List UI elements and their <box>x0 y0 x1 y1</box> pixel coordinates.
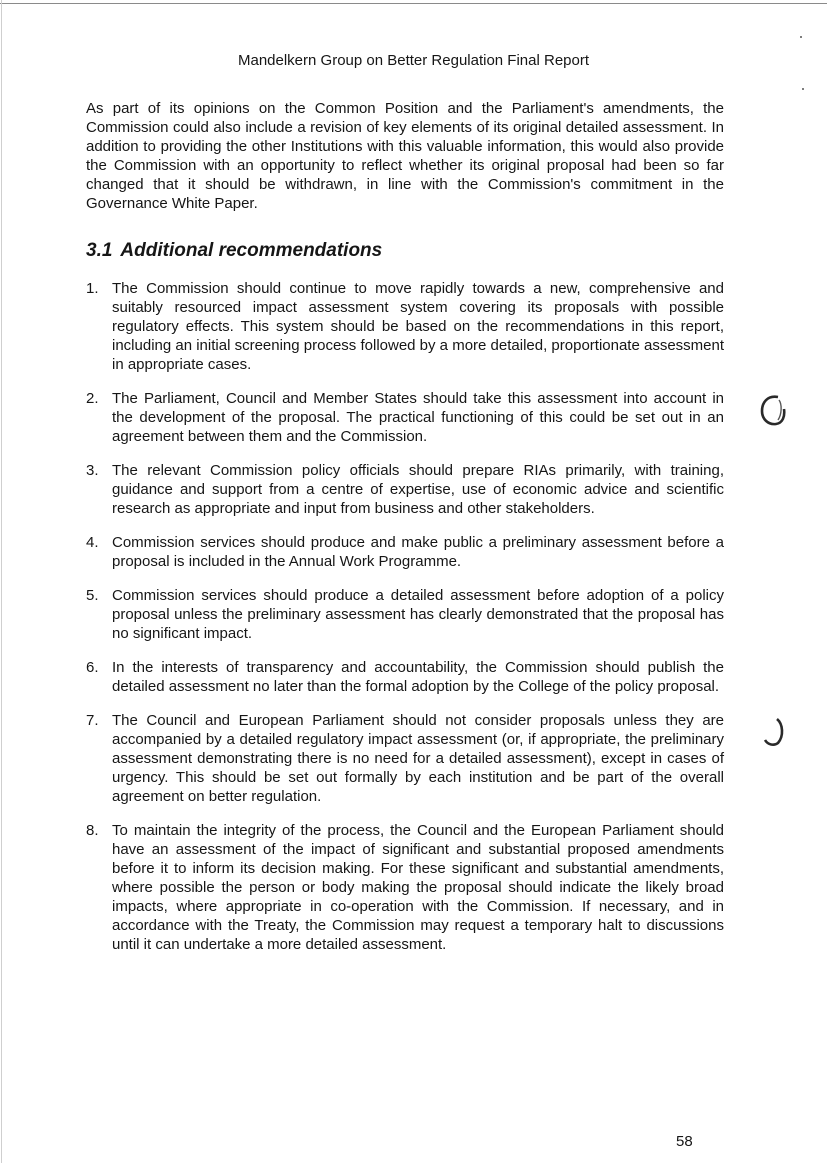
running-header: Mandelkern Group on Better Regulation Final Report <box>237 52 590 69</box>
binder-hole-icon <box>760 716 788 748</box>
item-number: 3. <box>86 462 99 479</box>
item-text: In the interests of transparency and accountability, the Commission should publish the detailed assessment no later than the formal adoption by the College of the policy proposal. <box>112 659 724 695</box>
scan-speck <box>802 88 804 90</box>
item-text: Commission services should produce a detailed assessment before adoption of a policy proposal unless the preliminary assessment has clearly demonstrated that the proposal has no significant impact. <box>112 587 724 642</box>
scan-speck <box>800 36 802 38</box>
section-title: Additional recommendations <box>120 240 383 261</box>
page-body <box>86 99 724 969</box>
item-text: The Parliament, Council and Member States should take this assessment into account in the development of the proposal. The practical functioning of this could be set out in an agreement between them and the Commission. <box>112 390 724 445</box>
list-item <box>86 711 724 806</box>
item-number: 5. <box>86 587 99 604</box>
item-number: 6. <box>86 659 99 676</box>
list-item <box>86 279 724 374</box>
item-text: Commission services should produce and make public a preliminary assessment before a proposal is included in the Annual Work Programme. <box>112 534 724 570</box>
item-number: 7. <box>86 712 99 729</box>
list-item <box>86 533 724 571</box>
item-number: 4. <box>86 534 99 551</box>
section-number: 3.1 <box>86 240 113 261</box>
item-text: The Council and European Parliament should not consider proposals unless they are accompanied by a detailed regulatory impact assessment (or, if appropriate, the preliminary assessment demonstrating there is no need for a detailed assessment), except in cases of urgency. This should be set out formally by each institution and be part of the overall agreement on better regulation. <box>112 712 724 805</box>
item-number: 1. <box>86 280 99 297</box>
scan-left-edge <box>1 0 2 1163</box>
section-heading <box>86 239 724 263</box>
list-item <box>86 586 724 643</box>
binder-hole-icon <box>758 394 788 428</box>
list-item <box>86 821 724 954</box>
recommendations-list <box>86 279 724 954</box>
item-text: To maintain the integrity of the process, the Council and the European Parliament should have an assessment of the impact of significant and substantial proposed amendments before it to inform its decision making. For these significant and substantial amendments, where possible the person or body making the proposal should indicate the likely broad impacts, where appropriate in co-operation with the Commission. If necessary, and in accordance with the Treaty, the Commission may request a temporary halt to discussions until it can undertake a more detailed assessment. <box>112 822 724 953</box>
item-text: The relevant Commission policy officials should prepare RIAs primarily, with training, guidance and support from a centre of expertise, use of economic advice and scientific research as appropriate and input from business and other stakeholders. <box>112 462 724 517</box>
list-item <box>86 461 724 518</box>
list-item <box>86 658 724 696</box>
item-number: 8. <box>86 822 99 839</box>
page-number: 58 <box>676 1133 693 1150</box>
list-item <box>86 389 724 446</box>
scan-top-rule <box>0 3 827 4</box>
item-number: 2. <box>86 390 99 407</box>
intro-paragraph: As part of its opinions on the Common Position and the Parliament's amendments, the Commission could also include a revision of key elements of its original detailed assessment. In addition to providing the other Institutions with this valuable information, this would also provide the Commission with an opportunity to reflect whether its original proposal had been so far changed that it should be withdrawn, in line with the Commission's commitment in the Governance White Paper. <box>86 100 724 212</box>
item-text: The Commission should continue to move rapidly towards a new, comprehensive and suitably resourced impact assessment system covering its proposals with possible regulatory effects. This system should be based on the recommendations in this report, including an initial screening process followed by a more detailed, proportionate assessment in appropriate cases. <box>112 280 725 373</box>
